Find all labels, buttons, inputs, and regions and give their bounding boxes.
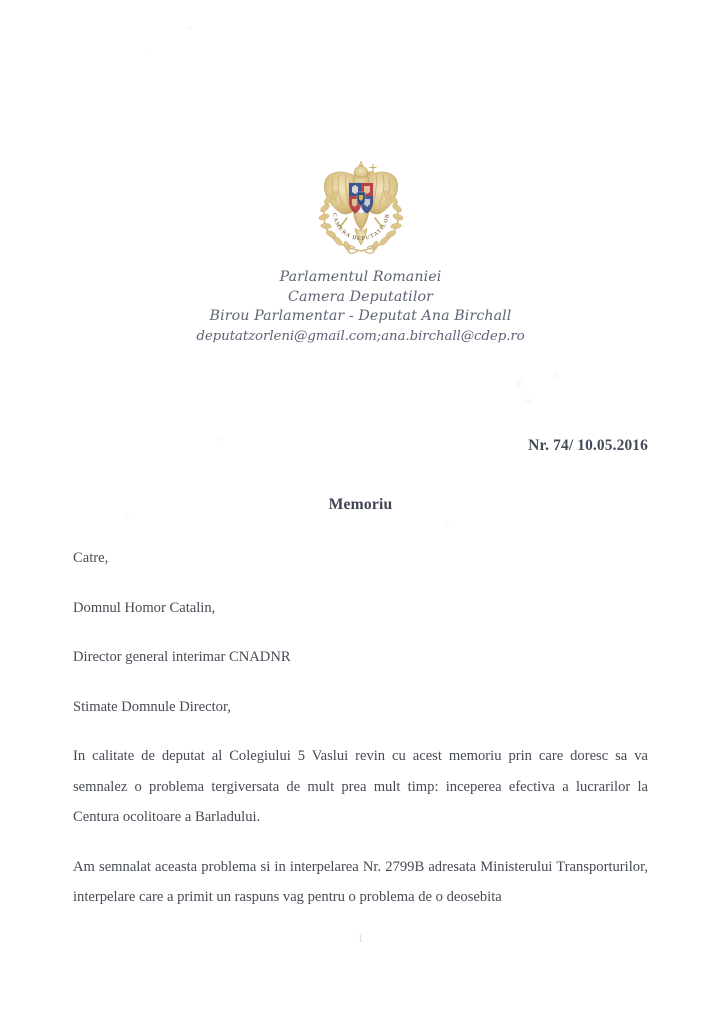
reference-number: Nr. 74/ 10.05.2016 [528, 437, 648, 454]
scan-speckle [444, 523, 449, 527]
scan-speckle [516, 379, 522, 387]
page-title: Memoriu [328, 496, 393, 513]
letterhead-emblem-container [0, 152, 721, 261]
letterhead [0, 268, 721, 346]
salutation-catre: Catre, [73, 550, 109, 566]
scan-speckle [553, 372, 558, 379]
document-body [73, 543, 648, 913]
letterhead-line-chamber: Camera Deputatilor [288, 288, 433, 305]
scan-speckle [524, 398, 533, 403]
greeting-line: Stimate Domnule Director, [73, 698, 231, 715]
scan-speckle [187, 25, 192, 31]
page-number: 1 [357, 931, 364, 945]
letterhead-line-email: deputatzorleni@gmail.com;ana.birchall@cdep.ro [196, 328, 525, 344]
body-paragraph: Am semnalat aceasta problema si in interpelarea Nr. 2799B adresata Ministerului Transporturilor, interpelare care a primit un raspuns vag pentru o problema de o deosebita [73, 858, 648, 905]
addressee-name: Domnul Homor Catalin, [73, 599, 216, 616]
letterhead-line-parliament: Parlamentul Romaniei [279, 269, 442, 285]
addressee-title: Director general interimar CNADNR [73, 649, 291, 665]
emblem-wreath-text: CAMERA DEPUTATILOR [330, 212, 391, 243]
body-paragraph: In calitate de deputat al Colegiului 5 Vaslui revin cu acest memoriu prin care doresc sa va semnalez o problema tergiversata de mult prea mult timp: inceperea efectiva a lucrarilor la Centura ocolitoare a Barladului. [73, 748, 648, 825]
romania-chamber-of-deputies-coat-of-arms-icon [309, 152, 413, 256]
scan-speckle [147, 50, 150, 53]
scan-speckle [123, 515, 129, 519]
letterhead-line-office: Birou Parlamentar - Deputat Ana Birchall [209, 308, 512, 324]
scan-speckle [218, 437, 225, 441]
